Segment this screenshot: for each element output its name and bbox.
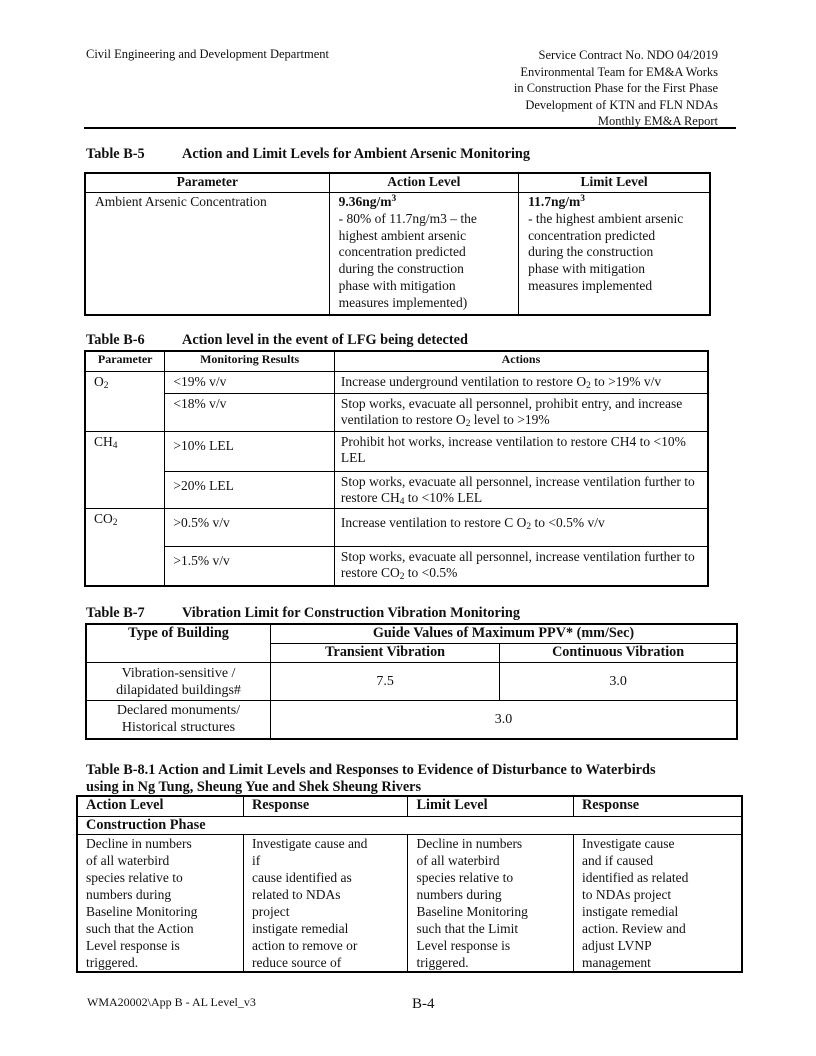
column-header: Type of Building [86, 624, 270, 663]
monitoring-result-cell: <19% v/v [165, 372, 334, 394]
text-line: highest ambient arsenic [338, 227, 467, 243]
header-contract-info [514, 47, 718, 130]
column-header: Monitoring Results [165, 351, 334, 372]
action-cell: Stop works, evacuate all personnel, increase ventilation further to restore $CH_4$ to <10% LEL [334, 472, 708, 509]
table-number: Table B-7 [86, 605, 145, 621]
header-line: Service Contract No. NDO 04/2019 [538, 48, 718, 62]
table-b5-title [86, 146, 530, 163]
parameter-cell: Ambient Arsenic Concentration [85, 193, 329, 315]
action-cell: Stop works, evacuate all personnel, increase ventilation further to restore $CO_2$ to <0.5% [334, 547, 708, 586]
action-cell: Increase ventilation to restore C $O_2$ to <0.5% v/v [334, 509, 708, 547]
text-line: measures implemented [528, 277, 653, 293]
table-caption: Table B-8.1 Action and Limit Levels and Responses to Evidence of Disturbance to Waterbirds [86, 762, 656, 778]
text-line: during the construction [528, 244, 654, 260]
table-number: Table B-5 [86, 146, 145, 162]
table-b7-title [86, 605, 520, 622]
table-b6 [84, 350, 709, 587]
action-level-value: $9.36ng/m^3$ [338, 194, 397, 209]
action-level-cell: Decline in numbers of all waterbird species relative to numbers during Baseline Monitoring such that the Action Level response is triggered. [77, 835, 243, 973]
monitoring-result-cell: <18% v/v [165, 394, 334, 432]
column-header: Action Level [77, 796, 243, 817]
building-type-cell: Declared monuments/ Historical structures [86, 701, 270, 739]
response-cell: Investigate cause and if cause identified as related to NDAs project instigate remedial action to remove or reduce source of [243, 835, 407, 973]
footer-file-reference: WMA20002\App B - AL Level_v3 [87, 995, 256, 1009]
limit-level-cell [519, 193, 710, 315]
column-header: Action Level [329, 173, 518, 193]
monitoring-result-cell: >20% LEL [165, 472, 334, 509]
header-line: in Construction Phase for the First Phase [513, 81, 718, 96]
limit-level-value: $11.7ng/m^3$ [528, 194, 585, 209]
response-cell: Investigate cause and if caused identified as related to NDAs project instigate remedial action. Review and adjust LVNP management [573, 835, 742, 973]
text-line: concentration predicted [338, 244, 466, 260]
column-header: Response [243, 796, 407, 817]
column-header: Parameter [85, 173, 329, 193]
header-department: Civil Engineering and Development Department [86, 47, 329, 61]
monitoring-result-cell: >0.5% v/v [165, 509, 334, 547]
parameter-cell: $CO_2$ [85, 509, 165, 586]
phase-row: Construction Phase [77, 817, 742, 835]
column-header: Response [573, 796, 742, 817]
header-line: Environmental Team for EM&A Works [520, 64, 718, 79]
column-header: Parameter [85, 351, 165, 372]
table-b6-title [86, 332, 468, 349]
table-b7 [85, 623, 738, 740]
monitoring-result-cell: >10% LEL [165, 432, 334, 472]
text-line: - the highest ambient arsenic [528, 210, 684, 226]
action-cell: Increase underground ventilation to restore $O_2$ to >19% v/v [334, 372, 708, 394]
text-line: phase with mitigation [338, 277, 456, 293]
table-number: Table B-6 [86, 332, 145, 348]
column-header: Guide Values of Maximum PPV* (mm/Sec) [270, 624, 737, 644]
table-caption: Vibration Limit for Construction Vibration Monitoring [182, 605, 520, 621]
text-line: concentration predicted [528, 227, 656, 243]
text-line: during the construction [338, 261, 464, 277]
column-header: Continuous Vibration [500, 644, 737, 663]
header-line: Development of KTN and FLN NDAs [525, 97, 718, 112]
page-number: B-4 [412, 996, 435, 1012]
table-caption: Action and Limit Levels for Ambient Arsenic Monitoring [182, 146, 531, 162]
transient-value-cell: 7.5 [270, 663, 499, 701]
text-line: phase with mitigation [528, 261, 646, 277]
monitoring-result-cell: >1.5% v/v [165, 547, 334, 586]
table-caption: using in Ng Tung, Sheung Yue and Shek Sheung Rivers [86, 779, 422, 795]
action-cell: Stop works, evacuate all personnel, prohibit entry, and increase ventilation to restore $O_2$ level to >19% [334, 394, 708, 432]
table-b81 [76, 795, 743, 973]
text-line: - 80% of 11.7ng/m3 – the [338, 210, 477, 226]
column-header: Limit Level [519, 173, 710, 193]
guide-value-cell: 3.0 [270, 701, 737, 739]
action-level-cell [329, 193, 518, 315]
column-header: Limit Level [408, 796, 573, 817]
table-caption: Action level in the event of LFG being detected [182, 332, 468, 348]
building-type-cell: Vibration-sensitive / dilapidated buildings# [86, 663, 270, 701]
table-b5 [84, 172, 711, 316]
limit-level-cell: Decline in numbers of all waterbird species relative to numbers during Baseline Monitoring such that the Limit Level response is triggered. [408, 835, 573, 973]
header-divider [84, 127, 736, 129]
column-header: Actions [334, 351, 708, 372]
column-header: Transient Vibration [270, 644, 499, 663]
table-b81-title [86, 762, 656, 796]
continuous-value-cell: 3.0 [500, 663, 737, 701]
parameter-cell: $O_2$ [85, 372, 165, 432]
action-cell: Prohibit hot works, increase ventilation to restore CH4 to <10% LEL [334, 432, 708, 472]
text-line: measures implemented) [338, 294, 468, 310]
header-line: Monthly EM&A Report [597, 114, 718, 129]
parameter-cell: $CH_4$ [85, 432, 165, 509]
